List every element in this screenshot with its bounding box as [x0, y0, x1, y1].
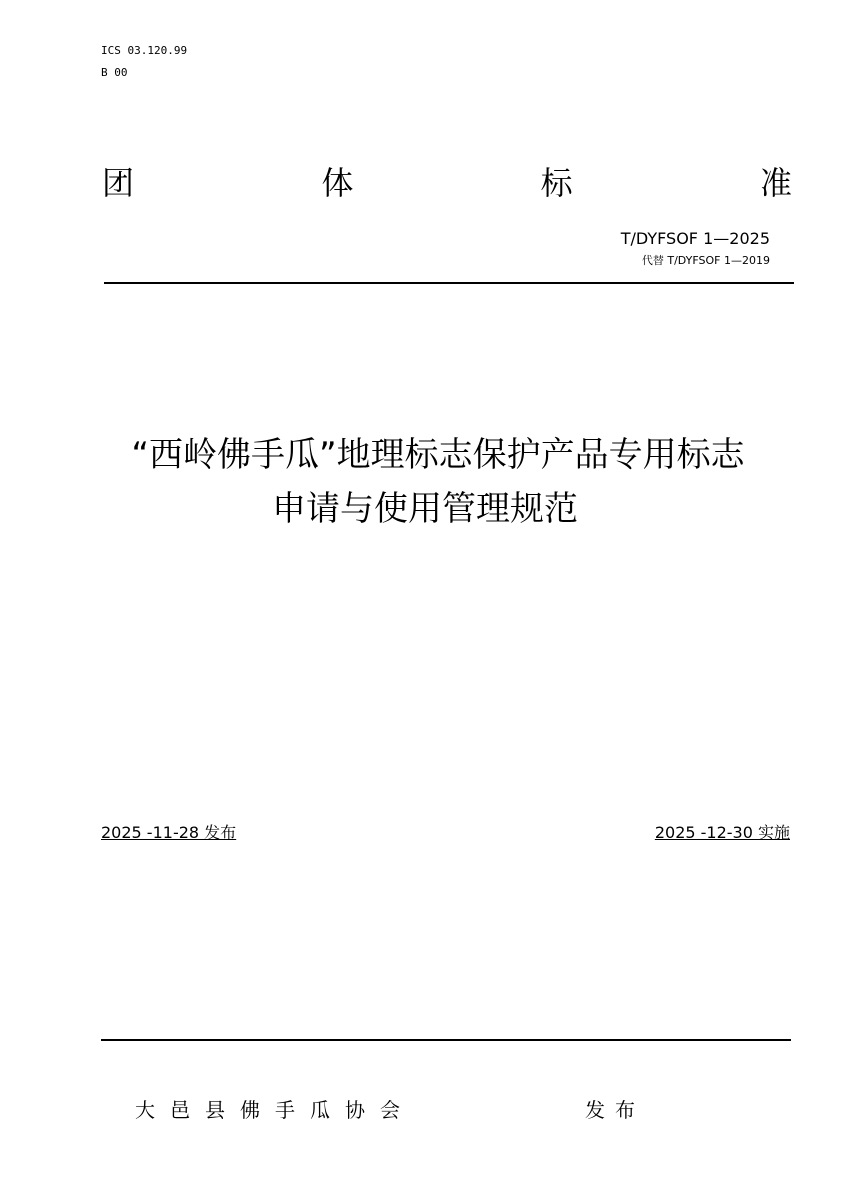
standard-type-char: 标: [540, 164, 573, 202]
standard-type-char: 体: [321, 164, 354, 202]
ics-code: ICS 03.120.99: [101, 44, 188, 57]
publisher-name: 大邑县佛手瓜协会: [135, 1098, 415, 1122]
standard-type: [102, 163, 792, 203]
header-divider: [104, 282, 794, 284]
standard-type-char: 团: [102, 164, 135, 202]
implement-label: 实施: [757, 823, 790, 842]
implement-date: [655, 823, 790, 843]
publish-word: 发布: [585, 1098, 645, 1122]
document-title-line-2: 申请与使用管理规范: [272, 489, 578, 529]
replaced-standard: 代替 T/DYFSOF 1—2019: [641, 254, 770, 267]
document-title-line-1: “西岭佛手瓜”地理标志保护产品专用标志: [131, 435, 745, 475]
standard-number: T/DYFSOF 1—2025: [620, 229, 770, 248]
implement-date-value: 2025 -12-30: [654, 823, 758, 842]
publish-date: 2025 -11-28 发布: [101, 823, 237, 842]
footer-divider: [101, 1039, 791, 1041]
ccs-code: B 00: [101, 66, 128, 79]
standard-type-char: 准: [759, 164, 792, 202]
